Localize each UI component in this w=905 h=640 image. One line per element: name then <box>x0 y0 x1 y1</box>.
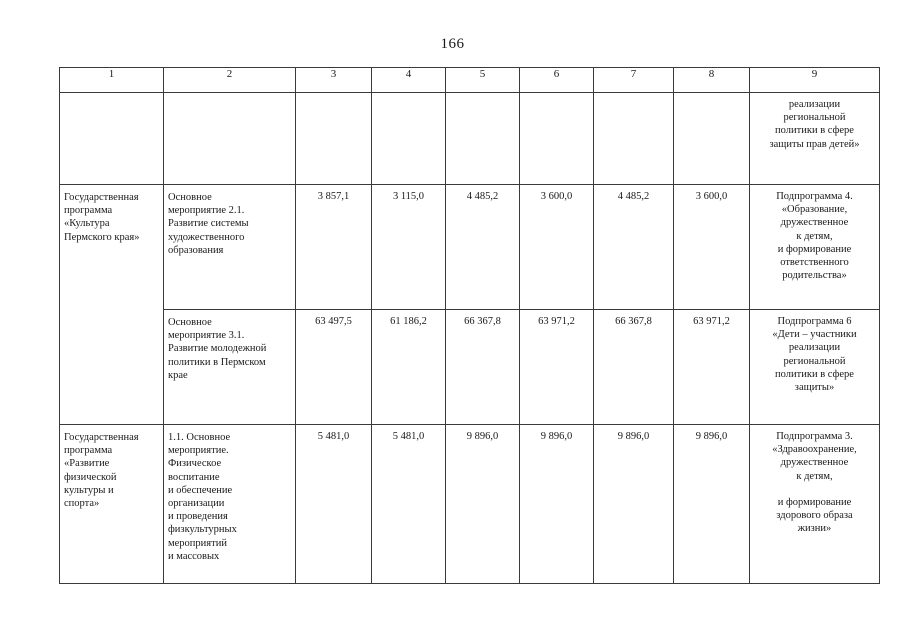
activity-line: физкультурных <box>168 524 237 536</box>
subprogram-line: «Здравоохранение, <box>772 444 857 456</box>
subprogram-line: жизни» <box>797 523 832 535</box>
subprogram-line: дружественное <box>780 457 849 469</box>
subprogram-line: и формирование <box>777 496 852 508</box>
activity-line: воспитание <box>168 471 220 483</box>
value-cell: 3 600,0 <box>674 185 750 310</box>
subprogram-cell <box>750 425 880 584</box>
activity-line: и проведения <box>168 511 228 523</box>
activity-cell <box>164 310 296 425</box>
program-line: Государственная <box>64 432 139 443</box>
value-cell: 9 896,0 <box>594 425 674 584</box>
program-cell <box>60 93 164 185</box>
value-cell: 63 497,5 <box>296 310 372 425</box>
value-cell: 4 485,2 <box>446 185 520 310</box>
header-cell-6: 6 <box>520 68 594 93</box>
subprogram-line: «Образование, <box>781 204 848 216</box>
value-cell: 66 367,8 <box>594 310 674 425</box>
value-cell: 3 857,1 <box>296 185 372 310</box>
value-cell: 3 600,0 <box>520 185 594 310</box>
subprogram-line: и формирование <box>777 243 852 255</box>
subprogram-line: родительства» <box>782 270 847 282</box>
subprogram-line: политики в сфере <box>775 368 854 380</box>
subprogram-line: политики в сфере <box>775 125 854 137</box>
subprogram-line: Подпрограмма 3. <box>776 431 853 442</box>
header-cell-5: 5 <box>446 68 520 93</box>
activity-line: художественного <box>168 231 245 243</box>
header-row <box>60 68 880 93</box>
value-cell <box>296 93 372 185</box>
activity-line: мероприятие 3.1. <box>168 330 245 342</box>
activity-line: Основное <box>168 317 212 328</box>
activity-line: образования <box>168 244 224 256</box>
value-cell: 9 896,0 <box>674 425 750 584</box>
table-row <box>60 93 880 185</box>
subprogram-line: региональной <box>783 355 846 367</box>
activity-cell <box>164 93 296 185</box>
activity-line: и массовых <box>168 550 220 562</box>
program-line: «Культура <box>64 218 110 230</box>
activity-line: Развитие системы <box>168 218 249 230</box>
subprogram-line: дружественное <box>780 217 849 229</box>
header-cell-2: 2 <box>164 68 296 93</box>
value-cell: 4 485,2 <box>594 185 674 310</box>
activity-line: Основное <box>168 192 212 203</box>
subprogram-cell <box>750 185 880 310</box>
subprogram-line: защиты» <box>794 382 835 394</box>
value-cell: 5 481,0 <box>372 425 446 584</box>
header-cell-3: 3 <box>296 68 372 93</box>
value-cell <box>674 93 750 185</box>
value-cell: 3 115,0 <box>372 185 446 310</box>
program-cell <box>60 185 164 425</box>
program-line: «Развитие <box>64 458 110 470</box>
subprogram-line: защиты прав детей» <box>769 138 860 150</box>
activity-line: мероприятие 2.1. <box>168 205 245 217</box>
activity-line: Физическое <box>168 458 222 470</box>
table-row <box>60 310 880 425</box>
subprogram-line: реализации <box>788 342 841 354</box>
subprogram-line: здорового образа <box>776 510 853 522</box>
subprogram-gap <box>753 483 876 496</box>
header-cell-9: 9 <box>750 68 880 93</box>
activity-line: 1.1. Основное <box>168 432 231 443</box>
value-cell <box>594 93 674 185</box>
value-cell: 63 971,2 <box>674 310 750 425</box>
subprogram-cell <box>750 310 880 425</box>
subprogram-line: Подпрограмма 6 <box>777 316 852 327</box>
value-cell: 9 896,0 <box>446 425 520 584</box>
program-cell <box>60 425 164 584</box>
header-cell-1: 1 <box>60 68 164 93</box>
activity-cell <box>164 185 296 310</box>
program-line: Государственная <box>64 192 139 203</box>
subprogram-line: «Дети – участники <box>772 329 857 341</box>
subprogram-line: региональной <box>783 112 846 124</box>
subprogram-line: Подпрограмма 4. <box>776 191 853 202</box>
header-cell-7: 7 <box>594 68 674 93</box>
subprogram-line: ответственного <box>780 257 849 269</box>
program-line: культуры и <box>64 484 114 496</box>
budget-table <box>59 67 880 584</box>
activity-line: и обеспечение <box>168 484 233 496</box>
value-cell: 63 971,2 <box>520 310 594 425</box>
activity-line: крае <box>168 369 188 381</box>
activity-line: мероприятий <box>168 537 227 549</box>
header-cell-4: 4 <box>372 68 446 93</box>
program-line: спорта» <box>64 498 100 510</box>
page-number: 166 <box>440 36 465 52</box>
value-cell: 61 186,2 <box>372 310 446 425</box>
value-cell <box>446 93 520 185</box>
value-cell: 66 367,8 <box>446 310 520 425</box>
activity-line: политики в Пермском <box>168 356 266 368</box>
activity-cell <box>164 425 296 584</box>
value-cell: 5 481,0 <box>296 425 372 584</box>
value-cell <box>372 93 446 185</box>
program-line: физической <box>64 471 117 483</box>
program-line: программа <box>64 445 113 457</box>
program-line: Пермского края» <box>64 231 140 243</box>
activity-line: Развитие молодежной <box>168 343 267 355</box>
subprogram-cell <box>750 93 880 185</box>
activity-line: организации <box>168 498 225 510</box>
activity-line: мероприятие. <box>168 445 229 457</box>
subprogram-line: к детям, <box>796 470 833 482</box>
program-line: программа <box>64 205 113 217</box>
value-cell <box>520 93 594 185</box>
value-cell: 9 896,0 <box>520 425 594 584</box>
subprogram-line: к детям, <box>796 230 833 242</box>
subprogram-line: реализации <box>788 99 841 110</box>
header-cell-8: 8 <box>674 68 750 93</box>
table-row <box>60 425 880 584</box>
table-row <box>60 185 880 310</box>
